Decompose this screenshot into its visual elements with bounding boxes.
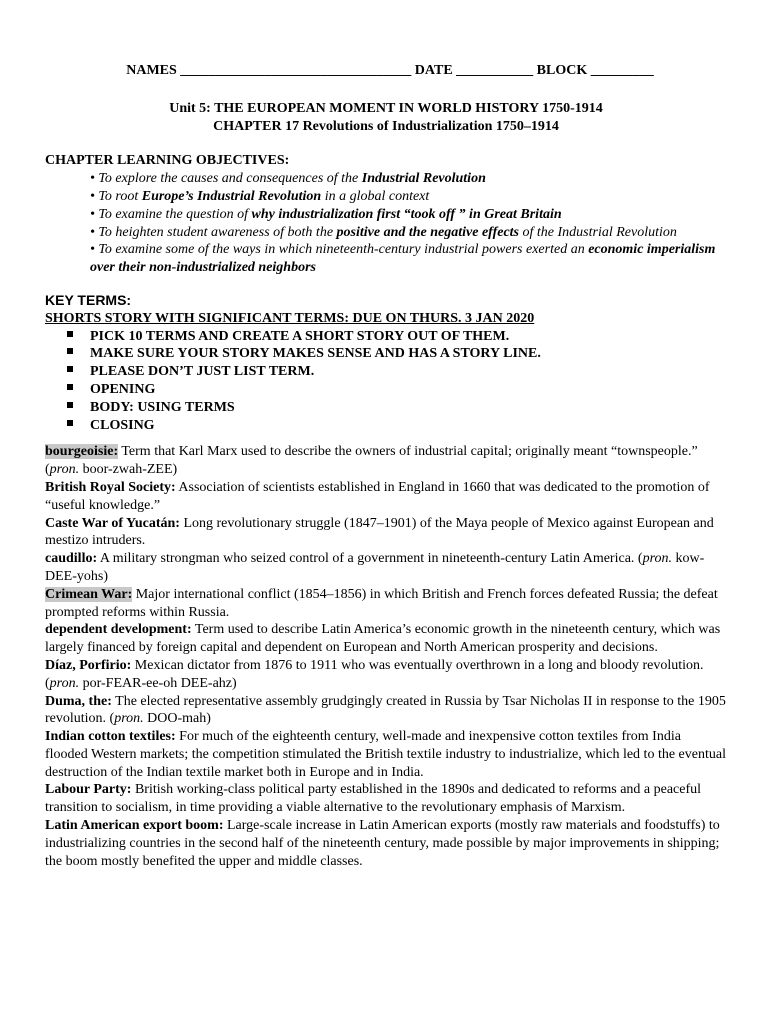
objective-item: • To root Europe’s Industrial Revolution in a global context [90,188,430,204]
term-name: Indian cotton textiles: [45,729,176,745]
story-assignment-heading: SHORTS STORY WITH SIGNIFICANT TERMS: DUE ON THURS. 3 JAN 2020 [45,310,535,326]
term-name: Labour Party: [45,782,132,798]
square-bullet-icon [67,402,73,408]
term-name: Crimean War: [45,586,133,602]
glossary-entry: Indian cotton textiles: For much of the eighteenth century, well-made and inexpensive cotton textiles from India flooded Western markets; the competition stimulated the British textile industry to industrialize, which led to the eventual destruction of the Indian textile market both in Europe and in India. [45,729,726,780]
square-bullet-icon [67,331,73,337]
list-item: OPENING [67,381,727,399]
glossary-entry: British Royal Society: Association of scientists established in England in 1660 that was dedicated to the promotion of “useful knowledge.” [45,479,710,513]
glossary-entry: Latin American export boom: Large-scale increase in Latin American exports (mostly raw materials and foodstuffs) to industrializing countries in the second half of the nineteenth century, made possible by major improvements in shipping; the boom mostly benefited the upper and middle classes. [45,818,720,869]
names-date-block-line: NAMES _________________________________ DATE ___________ BLOCK _________ [126,63,654,78]
term-name: British Royal Society: [45,479,176,495]
glossary-entry: bourgeoisie: Term that Karl Marx used to describe the owners of industrial capital; originally meant “townspeople.” (pron. boor-zwah-ZEE) [45,444,698,478]
term-name: caudillo: [45,551,98,567]
objectives-list [45,170,727,277]
glossary-entry: caudillo: A military strongman who seized control of a government in nineteenth-century Latin America. (pron. kow-DEE-yohs) [45,551,705,584]
objective-item: • To examine the question of why industrialization first “took off ” in Great Britain [90,206,562,222]
square-bullet-icon [67,366,73,372]
term-name: Caste War of Yucatán: [45,515,180,531]
square-bullet-icon [67,384,73,390]
term-name: Latin American export boom: [45,818,224,834]
unit-title: Unit 5: THE EUROPEAN MOMENT IN WORLD HISTORY 1750-1914 [169,100,603,116]
title-block [45,100,727,136]
assignment-rules-list [45,328,727,435]
term-name: dependent development: [45,622,192,638]
glossary-entry: Caste War of Yucatán: Long revolutionary struggle (1847–1901) of the Maya people of Mexico against European and mestizo intruders. [45,515,714,549]
objectives-heading: CHAPTER LEARNING OBJECTIVES: [45,153,290,169]
glossary-entry: Díaz, Porfirio: Mexican dictator from 1876 to 1911 who was eventually overthrown in a long and bloody revolution. (pron. por-FEAR-ee-oh DEE-ahz) [45,657,704,691]
document-page [45,62,727,870]
square-bullet-icon [67,420,73,426]
term-name: Duma, the: [45,693,112,709]
chapter-title: CHAPTER 17 Revolutions of Industrialization 1750–1914 [213,118,559,134]
objective-item: • To examine some of the ways in which nineteenth-century industrial powers exerted an economic imperialism over their non-industrialized neighbors [90,242,716,276]
key-terms-heading: KEY TERMS: [45,291,132,308]
list-item: BODY: USING TERMS [67,399,727,417]
objective-item: • To explore the causes and consequences of the Industrial Revolution [90,171,486,187]
glossary-entry: dependent development: Term used to describe Latin America’s economic growth in the nineteenth century, which was largely financed by foreign capital and dependent on European and North American prosperity and decisions. [45,622,721,656]
list-item: PICK 10 TERMS AND CREATE A SHORT STORY OUT OF THEM. [67,328,727,346]
objective-item: • To heighten student awareness of both the positive and the negative effects of the Industrial Revolution [90,224,677,240]
glossary-entry: Crimean War: Major international conflict (1854–1856) in which British and French forces defeated Russia; the defeat prompted reforms within Russia. [45,586,718,620]
list-item: CLOSING [67,417,727,435]
list-item: MAKE SURE YOUR STORY MAKES SENSE AND HAS A STORY LINE. [67,345,727,363]
term-name: Díaz, Porfirio: [45,657,132,673]
square-bullet-icon [67,348,73,354]
glossary [45,443,727,870]
term-name: bourgeoisie: [45,444,119,460]
glossary-entry: Labour Party: British working-class political party established in the 1890s and dedicated to reforms and a peaceful transition to socialism, in time providing a viable alternative to the revolutionary emphasis of Marxism. [45,782,702,816]
list-item: PLEASE DON’T JUST LIST TERM. [67,363,727,381]
glossary-entry: Duma, the: The elected representative assembly grudgingly created in Russia by Tsar Nicholas II in response to the 1905 revolution. (pron. DOO-mah) [45,693,726,727]
